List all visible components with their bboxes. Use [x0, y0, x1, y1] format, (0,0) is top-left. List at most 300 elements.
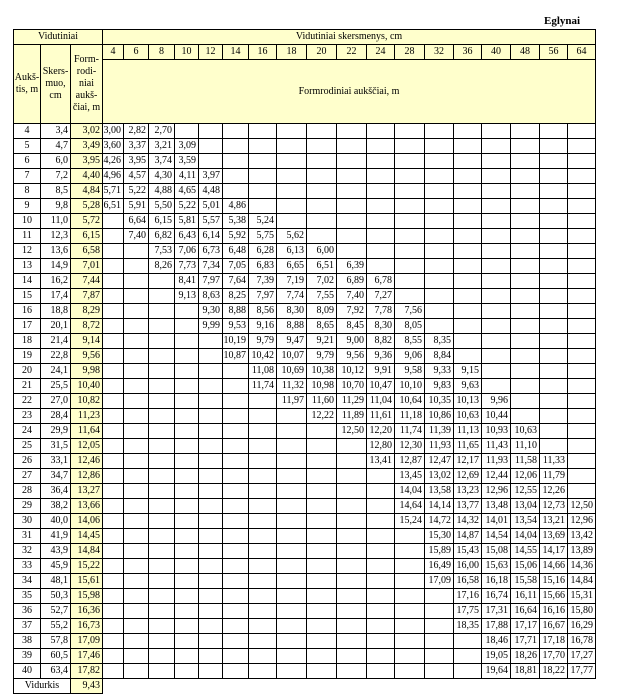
value-cell: 13,41 [367, 454, 395, 469]
value-cell [568, 469, 596, 484]
form-height-cell: 15,22 [71, 559, 103, 574]
form-height-cell: 12,86 [71, 469, 103, 484]
value-cell [367, 634, 395, 649]
value-cell [249, 604, 277, 619]
value-cell [482, 259, 511, 274]
value-cell [454, 244, 482, 259]
value-cell [425, 604, 454, 619]
value-cell [367, 604, 395, 619]
value-cell [199, 139, 223, 154]
value-cell: 5,22 [124, 184, 149, 199]
value-cell [277, 589, 307, 604]
diameter-header-cell: 24 [367, 45, 395, 60]
diameter-cell: 31,5 [41, 439, 71, 454]
diameter-header-cell: 40 [482, 45, 511, 60]
form-height-cell: 13,66 [71, 499, 103, 514]
value-cell: 13,45 [395, 469, 425, 484]
value-cell [307, 559, 337, 574]
value-cell [149, 424, 175, 439]
value-cell: 10,63 [454, 409, 482, 424]
value-cell [223, 559, 249, 574]
table-row [14, 274, 596, 289]
value-cell [223, 484, 249, 499]
value-cell [511, 229, 540, 244]
value-cell: 5,81 [175, 214, 199, 229]
value-cell [568, 199, 596, 214]
value-cell [223, 184, 249, 199]
value-cell [511, 259, 540, 274]
diameter-cell: 36,4 [41, 484, 71, 499]
value-cell [425, 274, 454, 289]
value-cell: 3,21 [149, 139, 175, 154]
form-height-cell: 17,46 [71, 649, 103, 664]
value-cell [568, 454, 596, 469]
average-label: Vidurkis [14, 679, 71, 694]
value-cell: 8,63 [199, 289, 223, 304]
value-cell [175, 529, 199, 544]
value-cell [223, 139, 249, 154]
value-cell: 17,88 [482, 619, 511, 634]
diameter-cell: 57,8 [41, 634, 71, 649]
value-cell [454, 349, 482, 364]
value-cell [307, 634, 337, 649]
value-cell [277, 199, 307, 214]
diameter-header-cell: 6 [124, 45, 149, 60]
value-cell [337, 589, 367, 604]
value-cell [482, 184, 511, 199]
value-cell [103, 334, 124, 349]
value-cell [277, 574, 307, 589]
value-cell [568, 244, 596, 259]
value-cell [307, 454, 337, 469]
form-height-cell: 3,02 [71, 124, 103, 139]
value-cell: 12,55 [511, 484, 540, 499]
value-cell [223, 574, 249, 589]
value-cell: 4,48 [199, 184, 223, 199]
value-cell: 15,89 [425, 544, 454, 559]
value-cell [511, 154, 540, 169]
value-cell [249, 139, 277, 154]
diameter-header-cell: 36 [454, 45, 482, 60]
diameter-cell: 9,8 [41, 199, 71, 214]
value-cell [511, 244, 540, 259]
table-row [14, 124, 596, 139]
form-height-cell: 5,28 [71, 199, 103, 214]
value-cell [307, 544, 337, 559]
value-cell [149, 394, 175, 409]
value-cell: 14,04 [395, 484, 425, 499]
value-cell [511, 409, 540, 424]
value-cell: 11,60 [307, 394, 337, 409]
value-cell [277, 634, 307, 649]
value-cell [199, 604, 223, 619]
value-cell [395, 634, 425, 649]
table-row [14, 229, 596, 244]
table-row [14, 559, 596, 574]
value-cell: 12,20 [367, 424, 395, 439]
value-cell [223, 424, 249, 439]
diameter-header-cell: 20 [307, 45, 337, 60]
height-cell: 4 [14, 124, 41, 139]
value-cell [175, 664, 199, 679]
value-cell: 16,18 [482, 574, 511, 589]
height-cell: 21 [14, 379, 41, 394]
diameter-cell: 33,1 [41, 454, 71, 469]
value-cell [367, 139, 395, 154]
diameter-header-cell: 56 [540, 45, 568, 60]
value-cell: 17,09 [425, 574, 454, 589]
value-cell [482, 169, 511, 184]
value-cell [223, 604, 249, 619]
value-cell [175, 349, 199, 364]
value-cell: 10,12 [337, 364, 367, 379]
value-cell [568, 409, 596, 424]
value-cell [223, 409, 249, 424]
value-cell [149, 469, 175, 484]
value-cell [223, 124, 249, 139]
value-cell: 6,39 [337, 259, 367, 274]
value-cell [149, 634, 175, 649]
value-cell [124, 274, 149, 289]
value-cell [149, 574, 175, 589]
value-cell: 16,29 [568, 619, 596, 634]
table-row [14, 184, 596, 199]
form-height-cell: 4,40 [71, 169, 103, 184]
value-cell [425, 664, 454, 679]
value-cell: 16,64 [511, 604, 540, 619]
value-cell [568, 139, 596, 154]
value-cell [175, 409, 199, 424]
value-cell [425, 244, 454, 259]
value-cell [454, 184, 482, 199]
value-cell [103, 499, 124, 514]
value-cell [337, 214, 367, 229]
height-cell: 35 [14, 589, 41, 604]
value-cell [124, 574, 149, 589]
value-cell: 6,48 [223, 244, 249, 259]
value-cell [175, 424, 199, 439]
value-cell [199, 484, 223, 499]
value-cell: 11,74 [249, 379, 277, 394]
value-cell [277, 139, 307, 154]
value-cell [367, 199, 395, 214]
value-cell: 16,00 [454, 559, 482, 574]
value-cell: 18,81 [511, 664, 540, 679]
value-cell [103, 634, 124, 649]
value-cell: 9,47 [277, 334, 307, 349]
table-row [14, 424, 596, 439]
value-cell: 11,08 [249, 364, 277, 379]
value-cell: 8,25 [223, 289, 249, 304]
value-cell: 6,14 [199, 229, 223, 244]
value-cell [337, 574, 367, 589]
value-cell: 14,64 [395, 499, 425, 514]
value-cell [540, 199, 568, 214]
value-cell: 5,50 [149, 199, 175, 214]
value-cell [425, 589, 454, 604]
value-cell: 8,65 [307, 319, 337, 334]
diameter-cell: 20,1 [41, 319, 71, 334]
value-cell: 7,64 [223, 274, 249, 289]
value-cell [425, 619, 454, 634]
value-cell: 15,31 [568, 589, 596, 604]
value-cell [199, 409, 223, 424]
value-cell [540, 154, 568, 169]
value-cell [199, 379, 223, 394]
table-row [14, 634, 596, 649]
value-cell: 9,13 [175, 289, 199, 304]
value-cell [103, 574, 124, 589]
value-cell [540, 229, 568, 244]
value-cell [482, 214, 511, 229]
height-cell: 5 [14, 139, 41, 154]
value-cell [482, 139, 511, 154]
value-cell: 12,26 [540, 484, 568, 499]
value-cell: 11,61 [367, 409, 395, 424]
diameter-cell: 50,3 [41, 589, 71, 604]
value-cell: 7,97 [249, 289, 277, 304]
value-cell [367, 589, 395, 604]
value-cell [103, 544, 124, 559]
value-cell [124, 409, 149, 424]
value-cell [511, 364, 540, 379]
value-cell: 11,29 [337, 394, 367, 409]
value-cell: 12,47 [425, 454, 454, 469]
table-row [14, 394, 596, 409]
value-cell [395, 169, 425, 184]
value-cell [277, 484, 307, 499]
value-cell [307, 664, 337, 679]
value-cell [367, 214, 395, 229]
value-cell: 16,16 [540, 604, 568, 619]
value-cell [249, 439, 277, 454]
value-cell [540, 409, 568, 424]
form-height-cell: 16,36 [71, 604, 103, 619]
value-cell: 12,96 [482, 484, 511, 499]
value-cell: 10,64 [395, 394, 425, 409]
value-cell: 13,23 [454, 484, 482, 499]
value-cell [199, 394, 223, 409]
value-cell [454, 649, 482, 664]
diameter-cell: 4,7 [41, 139, 71, 154]
value-cell [124, 424, 149, 439]
value-cell [337, 619, 367, 634]
value-cell [337, 229, 367, 244]
value-cell [540, 379, 568, 394]
diameter-header-cell: 18 [277, 45, 307, 60]
value-cell [124, 619, 149, 634]
value-cell [395, 259, 425, 274]
value-cell: 6,64 [124, 214, 149, 229]
value-cell: 17,71 [511, 634, 540, 649]
value-cell: 9,99 [199, 319, 223, 334]
value-cell [568, 394, 596, 409]
value-cell [568, 229, 596, 244]
value-cell [223, 439, 249, 454]
value-cell [395, 529, 425, 544]
value-cell: 7,55 [307, 289, 337, 304]
value-cell [103, 274, 124, 289]
value-cell: 16,11 [511, 589, 540, 604]
value-cell [425, 634, 454, 649]
value-cell: 18,35 [454, 619, 482, 634]
value-cell [199, 634, 223, 649]
value-cell [540, 274, 568, 289]
value-cell [395, 199, 425, 214]
height-cell: 20 [14, 364, 41, 379]
diameter-cell: 29,9 [41, 424, 71, 439]
value-cell [124, 334, 149, 349]
value-cell [103, 559, 124, 574]
value-cell [568, 274, 596, 289]
value-cell: 17,16 [454, 589, 482, 604]
value-cell [175, 574, 199, 589]
form-height-cell: 10,40 [71, 379, 103, 394]
value-cell [511, 334, 540, 349]
value-cell [175, 394, 199, 409]
value-cell [307, 529, 337, 544]
value-cell [277, 664, 307, 679]
value-cell [103, 439, 124, 454]
value-cell: 6,51 [103, 199, 124, 214]
value-cell: 11,33 [540, 454, 568, 469]
value-cell [454, 229, 482, 244]
diameter-cell: 16,2 [41, 274, 71, 289]
value-cell [540, 244, 568, 259]
value-cell [367, 574, 395, 589]
value-cell [511, 274, 540, 289]
value-cell [103, 349, 124, 364]
value-cell [540, 424, 568, 439]
value-cell [367, 124, 395, 139]
value-cell: 8,41 [175, 274, 199, 289]
value-cell [249, 514, 277, 529]
value-cell [367, 169, 395, 184]
value-cell [337, 169, 367, 184]
value-cell [367, 559, 395, 574]
value-cell: 8,55 [395, 334, 425, 349]
form-height-cell: 11,64 [71, 424, 103, 439]
value-cell [337, 244, 367, 259]
height-cell: 12 [14, 244, 41, 259]
value-cell: 7,40 [337, 289, 367, 304]
value-cell [367, 544, 395, 559]
value-cell: 9,16 [249, 319, 277, 334]
diameter-cell: 24,1 [41, 364, 71, 379]
value-cell: 4,26 [103, 154, 124, 169]
value-cell: 8,30 [277, 304, 307, 319]
value-cell [175, 604, 199, 619]
value-cell [307, 484, 337, 499]
value-cell [568, 319, 596, 334]
value-cell: 9,79 [249, 334, 277, 349]
value-cell: 13,69 [540, 529, 568, 544]
value-cell: 3,59 [175, 154, 199, 169]
value-cell [103, 364, 124, 379]
value-cell [103, 649, 124, 664]
value-cell [249, 559, 277, 574]
value-cell [249, 499, 277, 514]
form-height-cell: 7,01 [71, 259, 103, 274]
height-cell: 26 [14, 454, 41, 469]
value-cell [568, 259, 596, 274]
value-cell [482, 244, 511, 259]
form-height-cell: 17,09 [71, 634, 103, 649]
value-cell: 15,24 [395, 514, 425, 529]
diameter-cell: 41,9 [41, 529, 71, 544]
value-cell [124, 649, 149, 664]
value-cell [249, 619, 277, 634]
value-cell [337, 529, 367, 544]
height-cell: 13 [14, 259, 41, 274]
value-cell [249, 394, 277, 409]
value-cell [395, 574, 425, 589]
table-row [14, 244, 596, 259]
value-cell: 10,38 [307, 364, 337, 379]
value-cell: 5,24 [249, 214, 277, 229]
table-row [14, 514, 596, 529]
value-cell [124, 439, 149, 454]
value-cell [103, 319, 124, 334]
value-cell [425, 139, 454, 154]
form-height-cell: 3,49 [71, 139, 103, 154]
value-cell: 8,35 [425, 334, 454, 349]
value-cell: 15,66 [540, 589, 568, 604]
form-height-cell: 15,61 [71, 574, 103, 589]
value-cell: 13,89 [568, 544, 596, 559]
value-cell [568, 304, 596, 319]
value-cell: 11,93 [482, 454, 511, 469]
value-cell [307, 169, 337, 184]
value-cell [103, 589, 124, 604]
height-cell: 33 [14, 559, 41, 574]
value-cell [124, 604, 149, 619]
value-cell [249, 544, 277, 559]
value-cell [277, 619, 307, 634]
value-cell [307, 499, 337, 514]
value-cell [223, 364, 249, 379]
value-cell: 11,74 [395, 424, 425, 439]
form-height-cell: 10,82 [71, 394, 103, 409]
value-cell [175, 304, 199, 319]
value-cell: 14,14 [425, 499, 454, 514]
value-cell [124, 304, 149, 319]
value-cell: 7,05 [223, 259, 249, 274]
table-row [14, 649, 596, 664]
value-cell [175, 499, 199, 514]
value-cell: 9,36 [367, 349, 395, 364]
value-cell [540, 349, 568, 364]
form-height-cell: 3,95 [71, 154, 103, 169]
value-cell [199, 499, 223, 514]
value-cell: 7,78 [367, 304, 395, 319]
value-cell [307, 199, 337, 214]
table-row [14, 574, 596, 589]
value-cell [395, 214, 425, 229]
value-cell: 11,18 [395, 409, 425, 424]
diameter-header-cell: 16 [249, 45, 277, 60]
form-heights-header: Formrodiniai aukščiai, m [103, 60, 596, 124]
value-cell [511, 349, 540, 364]
value-cell [223, 649, 249, 664]
table-row [14, 439, 596, 454]
diameter-cell: 34,7 [41, 469, 71, 484]
value-cell: 13,58 [425, 484, 454, 499]
value-cell [337, 439, 367, 454]
value-cell [540, 169, 568, 184]
value-cell [199, 349, 223, 364]
value-cell: 6,15 [149, 214, 175, 229]
